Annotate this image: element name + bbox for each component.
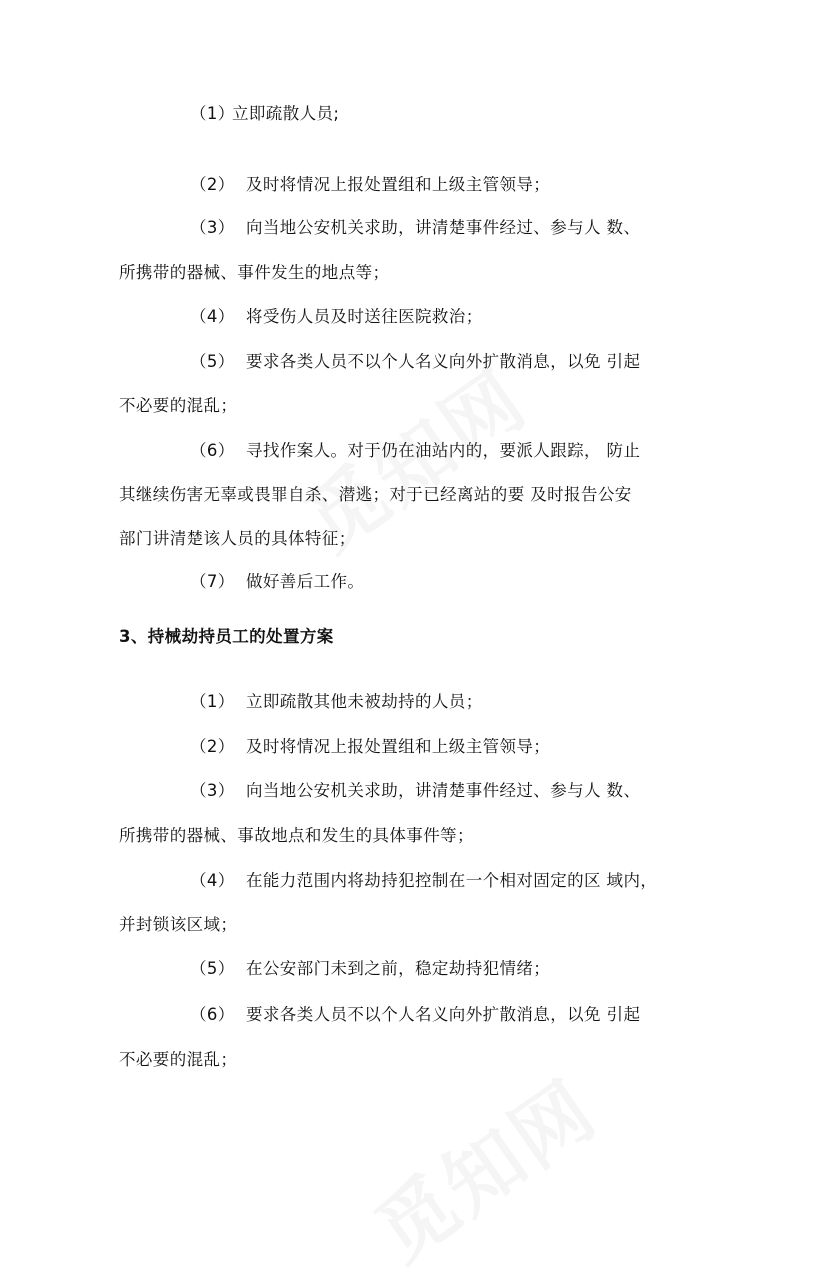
item-number: （1） [190, 692, 235, 711]
item-text-continued: 不必要的混乱； [119, 1050, 238, 1069]
item-number: （6） [190, 441, 235, 460]
item-text-continued: 所携带的器械、事件发生的地点等； [119, 263, 390, 282]
item-text-continued: 所携带的器械、事故地点和发生的具体事件等； [119, 826, 474, 845]
item-text: 在公安部门未到之前，稳定劫持犯情绪； [246, 959, 551, 978]
item-number: （3） [190, 218, 235, 237]
item-text: 做好善后工作。 [246, 572, 365, 591]
item-text-continued: 部门讲清楚该人员的具体特征； [119, 529, 356, 548]
item-text: 将受伤人员及时送往医院救治； [246, 307, 483, 326]
item-text: 要求各类人员不以个人名义向外扩散消息，以免 引起 [246, 352, 641, 371]
item-text-continued: 其继续伤害无辜或畏罪自杀、潜逃；对于已经离站的要 及时报告公安 [119, 485, 632, 504]
item-text: 立即疏散人员; [232, 104, 340, 123]
item-text: 向当地公安机关求助，讲清楚事件经过、参与人 数、 [246, 218, 641, 237]
item-text: 及时将情况上报处置组和上级主管领导； [246, 175, 551, 194]
item-text: 向当地公安机关求助，讲清楚事件经过、参与人 数、 [246, 781, 641, 800]
item-number: （5） [190, 959, 235, 978]
item-number: （4） [190, 307, 235, 326]
item-text: 寻找作案人。对于仍在油站内的，要派人跟踪， 防止 [246, 441, 641, 460]
item-text-continued: 并封锁该区域； [119, 915, 238, 934]
item-text: 要求各类人员不以个人名义向外扩散消息，以免 引起 [246, 1005, 641, 1024]
item-number: （2） [190, 175, 235, 194]
item-text: 及时将情况上报处置组和上级主管领导； [246, 737, 551, 756]
item-number: （7） [190, 572, 235, 591]
item-number: （4） [190, 871, 235, 890]
section-title: 3、持械劫持员工的处置方案 [119, 627, 334, 646]
item-text-continued: 不必要的混乱； [119, 396, 238, 415]
item-number: （3） [190, 781, 235, 800]
item-text: 立即疏散其他未被劫持的人员； [246, 692, 483, 711]
item-number: （1） [190, 104, 235, 123]
watermark [350, 1050, 616, 1282]
item-text: 在能力范围内将劫持犯控制在一个相对固定的区 域内， [246, 871, 658, 890]
item-number: （6） [190, 1005, 235, 1024]
item-number: （2） [190, 737, 235, 756]
item-number: （5） [190, 352, 235, 371]
